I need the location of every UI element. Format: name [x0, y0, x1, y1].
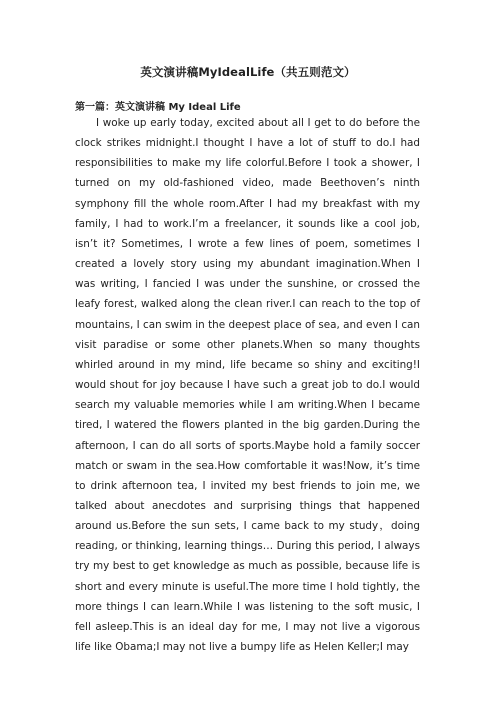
section-heading: 第一篇：英文演讲稿 My Ideal Life	[75, 102, 241, 113]
body-paragraph: I woke up early today, excited about all I get to do before the clock strikes midnight.I thought I have a lot of stuff to do.I had responsibilities to make my life colorful.Before I took a shower, I turned on my old-fashioned video, made Beethoven’s ninth symphony fill the whole room.After I had my breakfast with my family, I had to work.I’m a freelancer, it sounds like a cool job, isn’t it? Sometimes, I wrote a few lines of poem, sometimes I created a lovely story using my abundant imagination.When I was writing, I fancied I was under the sunshine, or crossed the leafy forest, walked along the clean river.I can reach to the top of mountains, I can swim in the deepest place of sea, and even I can visit paradise or some other planets.When so many thoughts whirled around in my mind, life became so shiny and exciting!I would shout for joy because I have such a great job to do.I would search my valuable memories while I am writing.When I became tired, I watered the flowers planted in the big garden.During the afternoon, I can do all sorts of sports.Maybe hold a family soccer match or swam in the sea.How comfortable it was!Now, it’s time to drink afternoon tea, I invited my best friends to join me, we talked about anecdotes and surprising things that happened around us.Before the sun sets, I came back to my study，doing reading, or thinking, learning things… During this period, I always try my best to get knowledge as much as possible, because life is short and every minute is useful.The more time I hold tightly, the more things I can learn.While I was listening to the soft music, I fell asleep.This is an ideal day for me, I may not live a vigorous life like Obama;I may not live a bumpy life as Helen Keller;I may	[75, 117, 420, 654]
document-title: 英文演讲稿MyIdealLife（共五则范文）	[140, 65, 356, 79]
